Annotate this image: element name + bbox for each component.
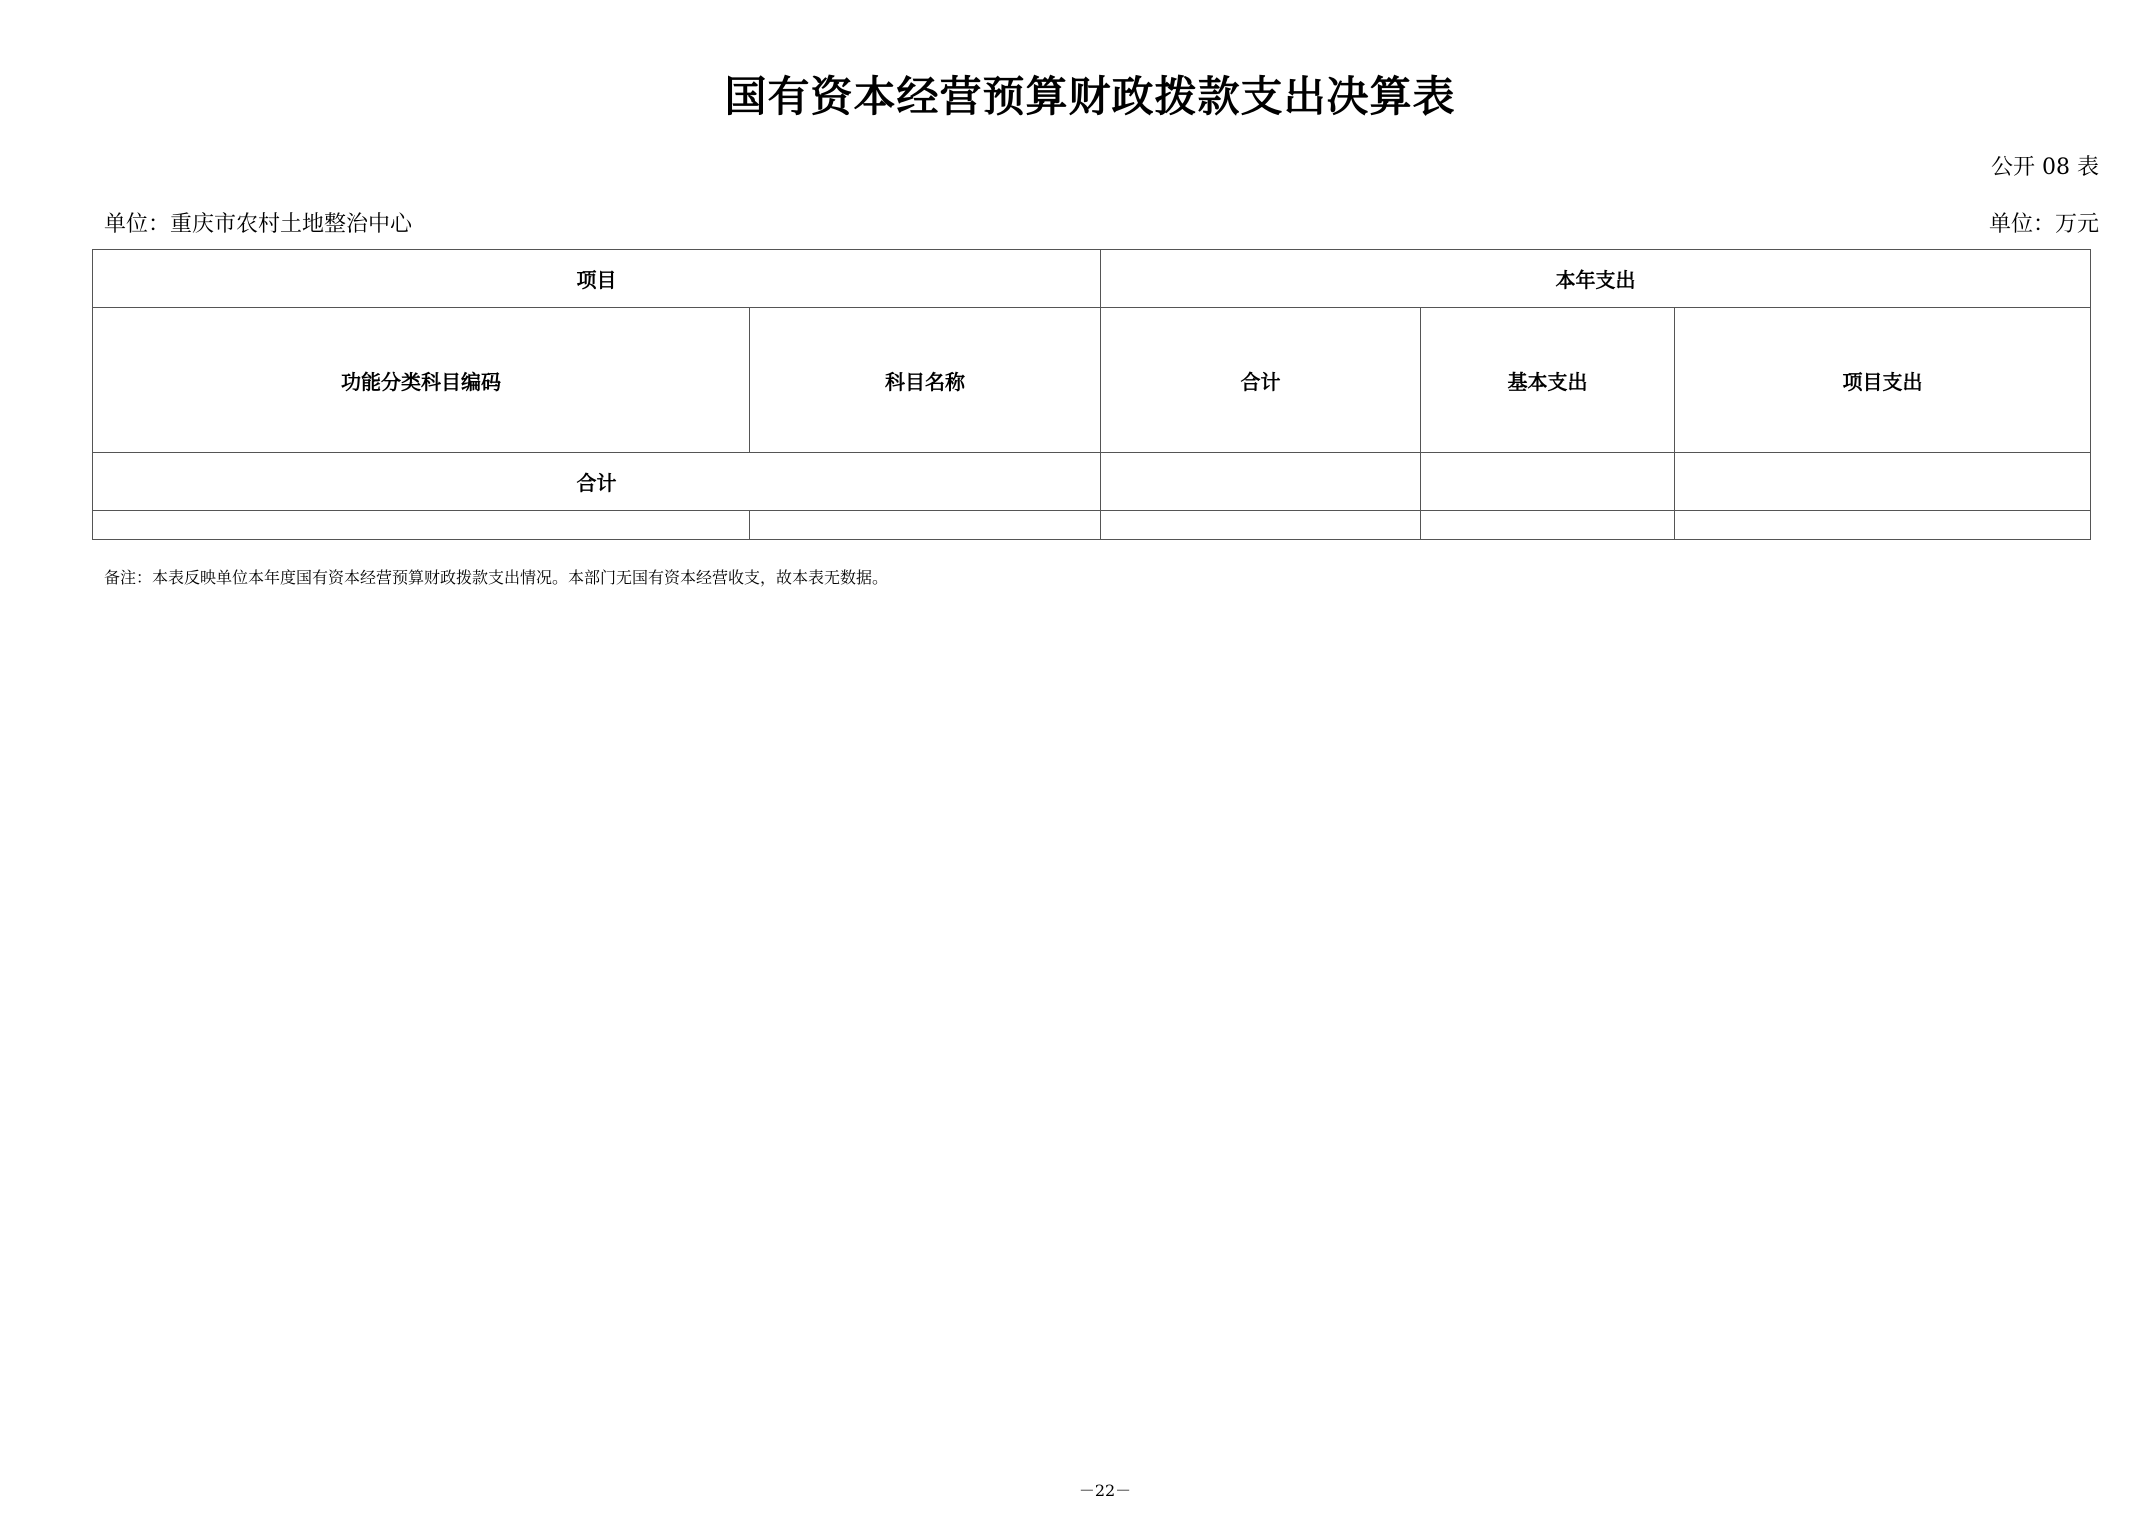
footnote: 备注：本表反映单位本年度国有资本经营预算财政拨款支出情况。本部门无国有资本经营收支，故本表无数据。 xyxy=(104,568,889,587)
table-group-header-row xyxy=(93,250,2091,308)
row-code-cell xyxy=(93,511,750,540)
total-row-total-cell xyxy=(1101,453,1421,511)
total-row-project-cell xyxy=(1675,453,2091,511)
currency-unit: 单位：万元 xyxy=(1988,212,2099,237)
table-row xyxy=(93,511,2091,540)
header-subject-name: 科目名称 xyxy=(750,308,1101,453)
page-title: 国有资本经营预算财政拨款支出决算表 xyxy=(724,72,1456,121)
reporting-unit: 单位：重庆市农村土地整治中心 xyxy=(104,212,413,237)
total-row-label: 合计 xyxy=(93,453,1101,511)
row-basic-cell xyxy=(1421,511,1675,540)
header-current-year-expenditure: 本年支出 xyxy=(1101,250,2091,308)
form-number: 公开 08 表 xyxy=(1991,155,2099,180)
page-number: －22－ xyxy=(1078,1481,1132,1500)
header-function-code: 功能分类科目编码 xyxy=(93,308,750,453)
total-row-basic-cell xyxy=(1421,453,1675,511)
row-name-cell xyxy=(750,511,1101,540)
expenditure-table xyxy=(92,249,2091,540)
table-total-row xyxy=(93,453,2091,511)
row-project-cell xyxy=(1675,511,2091,540)
row-total-cell xyxy=(1101,511,1421,540)
header-item: 项目 xyxy=(93,250,1101,308)
table-column-header-row xyxy=(93,308,2091,453)
header-project-expenditure: 项目支出 xyxy=(1675,308,2091,453)
header-total: 合计 xyxy=(1101,308,1421,453)
header-basic-expenditure: 基本支出 xyxy=(1421,308,1675,453)
